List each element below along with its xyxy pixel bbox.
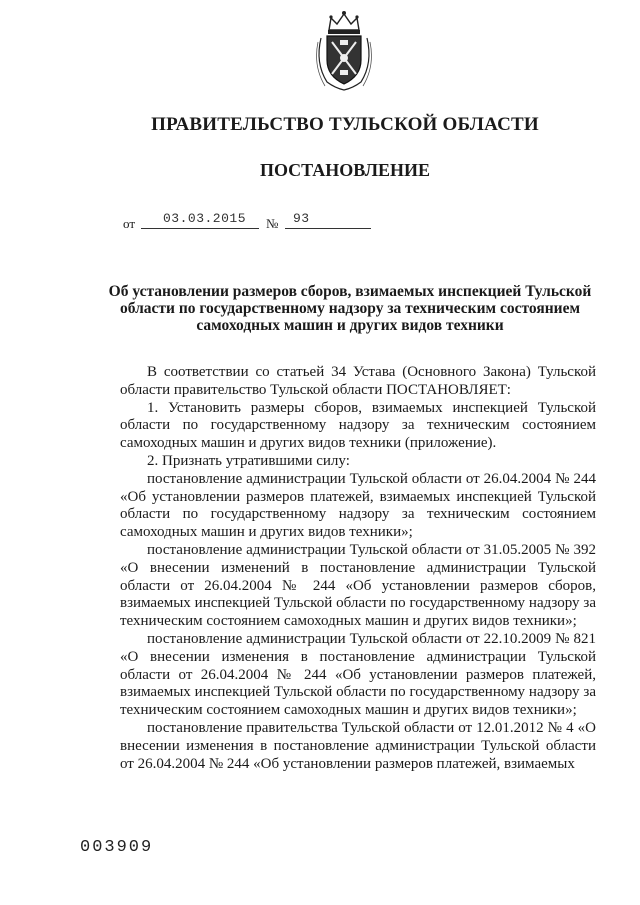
- document-body: [120, 364, 596, 773]
- tula-coat-of-arms-emblem: [313, 8, 375, 92]
- paragraph: постановление правительства Тульской области от 12.01.2012 № 4 «О внесении изменения в постановление администрации Тульской области от 26.04.2004 № 244 «Об установлении размеров платежей, взимаемых: [120, 719, 596, 772]
- document-title: Об установлении размеров сборов, взимаемых инспекцией Тульской области по государственному надзору за техническим состоянием самоходных машин и других видов техники: [108, 283, 592, 334]
- document-type-heading: ПОСТАНОВЛЕНИЕ: [259, 160, 431, 180]
- paragraph: В соответствии со статьей 34 Устава (Основного Закона) Тульской области правительство Тульской области ПОСТАНОВЛЯЕТ:: [120, 364, 596, 398]
- document-number-value: 93: [293, 211, 310, 226]
- paragraph: 1. Установить размеры сборов, взимаемых инспекцией Тульской области по государственному надзору за техническим состоянием самоходных машин и других видов техники (приложение).: [120, 399, 596, 452]
- document-date-value: 03.03.2015: [163, 211, 247, 226]
- paragraph: постановление администрации Тульской области от 26.04.2004 № 244 «Об установлении размеров платежей, взимаемых инспекцией Тульской области по государственному надзору за техническим состоянием самоходных машин и других видов техники»;: [120, 470, 596, 541]
- date-from-label: от: [123, 216, 136, 231]
- document-date: [141, 211, 259, 229]
- serial-number: 003909: [80, 838, 154, 857]
- paragraph: 2. Признать утратившими силу:: [147, 452, 350, 469]
- paragraph: постановление администрации Тульской области от 22.10.2009 № 821 «О внесении изменения в постановление администрации Тульской области от 26.04.2004 № 244 «Об установлении размеров платежей, взимаемых инспекцией Тульской области по государственному надзору за техническим состоянием самоходных машин и других видов техники»;: [120, 630, 596, 719]
- document-number: [285, 211, 371, 229]
- paragraph: постановление администрации Тульской области от 31.05.2005 № 392 «О внесении изменений в постановление администрации Тульской области от 26.04.2004 № 244 «Об установлении размеров сборов, взимаемых инспекцией Тульской области по государственному надзору за техническим состоянием самоходных машин и других видов техники»;: [120, 541, 596, 630]
- government-name-heading: ПРАВИТЕЛЬСТВО ТУЛЬСКОЙ ОБЛАСТИ: [151, 114, 539, 135]
- number-label: №: [266, 216, 279, 231]
